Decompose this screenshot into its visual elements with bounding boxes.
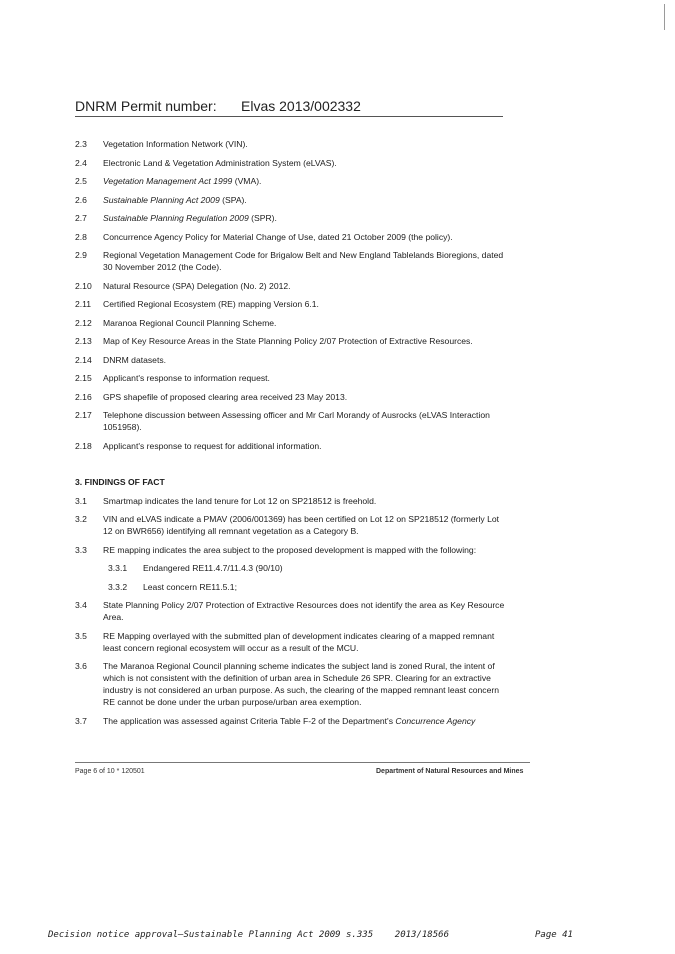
list-item	[75, 280, 505, 292]
list-item	[75, 715, 505, 727]
document-body	[75, 138, 505, 733]
item-number: 2.14	[75, 354, 92, 365]
section-heading-findings: 3. FINDINGS OF FACT	[75, 476, 165, 487]
item-number: 2.17	[75, 410, 92, 420]
item-text-italic: Sustainable Planning Regulation 2009	[103, 213, 249, 223]
list-item	[75, 495, 505, 507]
item-number: 2.6	[75, 194, 87, 205]
item-text	[143, 581, 505, 593]
item-number: 2.18	[75, 440, 92, 451]
item-text-run: Maranoa Regional Council Planning Scheme.	[103, 317, 277, 328]
list-item	[75, 544, 505, 556]
item-text-italic: Sustainable Planning Act 2009	[103, 194, 220, 205]
decision-notice-stamp	[48, 930, 608, 940]
item-text	[103, 372, 505, 384]
item-text-run: Regional Vegetation Management Code for Brigalow Belt and New England Tablelands Bioregions, dated 30 November 2012 (the Code).	[103, 250, 504, 272]
item-number: 2.3	[75, 139, 87, 149]
list-item	[75, 249, 505, 273]
item-number: 2.9	[75, 250, 87, 260]
list-item	[75, 440, 505, 452]
item-text-run: Smartmap indicates the land tenure for Lot 12 on SP218512 is freehold.	[103, 495, 377, 506]
item-number: 2.10	[75, 280, 92, 291]
sub-list-item	[108, 562, 505, 574]
item-number: 3.3.2	[108, 581, 128, 592]
stamp-reference: 2013/18566	[394, 930, 449, 940]
item-text-run: The application was assessed against Criteria Table F-2 of the Department's	[103, 715, 396, 726]
item-number: 2.7	[75, 213, 87, 223]
list-item	[75, 212, 505, 224]
item-number: 2.5	[75, 176, 87, 186]
item-text-run: Electronic Land & Vegetation Administration System (eLVAS).	[103, 157, 337, 168]
item-number: 3.3	[75, 544, 87, 555]
item-text-run: Map of Key Resource Areas in the State Planning Policy 2/07 Protection of Extractive Resources.	[103, 336, 473, 346]
item-number: 3.6	[75, 661, 87, 671]
footer-department: Department of Natural Resources and Mines	[376, 768, 524, 775]
item-text-run: DNRM datasets.	[103, 354, 167, 365]
item-text-run: Certified Regional Ecosystem (RE) mapping Version 6.1.	[103, 299, 319, 309]
list-item	[75, 660, 505, 708]
item-text-italic: Concurrence Agency	[395, 715, 476, 726]
permit-label: DNRM Permit number:	[75, 98, 217, 114]
item-text-run: Least concern RE11.5.1;	[143, 581, 237, 592]
list-item	[75, 138, 505, 150]
item-text-run: RE Mapping overlayed with the submitted plan of development indicates clearing of a mapped remnant least concern regional ecosystem will occur as a result of the MCU.	[103, 630, 495, 653]
item-number: 3.5	[75, 630, 87, 641]
item-text	[103, 194, 505, 206]
permit-header	[75, 98, 503, 114]
list-item	[75, 409, 505, 433]
item-text	[103, 280, 505, 292]
item-text-run: GPS shapefile of proposed clearing area received 23 May 2013.	[103, 391, 348, 402]
item-number: 2.16	[75, 391, 92, 402]
footer-rule	[75, 762, 530, 763]
item-text	[103, 599, 505, 623]
item-text	[103, 354, 505, 366]
item-text	[103, 391, 505, 403]
item-text	[103, 544, 505, 556]
item-number: 3.4	[75, 600, 87, 610]
item-text-run: (SPA).	[219, 194, 247, 205]
item-text	[103, 409, 505, 433]
list-item	[75, 391, 505, 403]
findings-list	[75, 495, 505, 727]
list-item	[75, 317, 505, 329]
item-text	[143, 562, 505, 574]
list-item	[75, 513, 505, 537]
item-number: 2.4	[75, 157, 87, 168]
item-text-run: The Maranoa Regional Council planning scheme indicates the subject land is zoned Rural, the intent of which is not consistent with the definition of urban area in Schedule 26 SPR. Clearing for an extractive industry is not considered an urban purpose. As such, the clearing of the mapped remnant least concern RE cannot be done under the urban purpose/urban area exemption.	[103, 661, 500, 707]
item-text	[103, 513, 505, 537]
item-text	[103, 175, 505, 187]
item-text-run: Natural Resource (SPA) Delegation (No. 2) 2012.	[103, 280, 291, 291]
item-text-run: VIN and eLVAS indicate a PMAV (2006/001369) has been certified on Lot 12 on SP218512 (formerly Lot 12 on BWR656) identifying all remnant vegetation as a Category B.	[103, 514, 500, 536]
item-text-italic: Vegetation Management Act 1999	[103, 176, 233, 186]
item-text	[103, 715, 505, 727]
item-number: 2.11	[75, 299, 92, 309]
list-item	[75, 157, 505, 169]
item-text-run: (VMA).	[232, 176, 262, 186]
list-item	[75, 175, 505, 187]
item-text	[103, 231, 505, 243]
permit-number: Elvas 2013/002332	[241, 98, 361, 114]
item-text	[103, 249, 505, 273]
item-number: 3.7	[75, 715, 87, 726]
item-number: 2.13	[75, 336, 92, 346]
reference-list	[75, 138, 505, 452]
item-number: 2.12	[75, 317, 92, 328]
item-number: 2.8	[75, 231, 87, 242]
list-item	[75, 231, 505, 243]
item-text	[103, 630, 505, 654]
stamp-title: Decision notice approval—Sustainable Planning Act 2009 s.335	[48, 930, 374, 940]
list-item	[75, 599, 505, 623]
item-text-run: State Planning Policy 2/07 Protection of Extractive Resources does not identify the area as Key Resource Area.	[103, 600, 505, 622]
item-text	[103, 212, 505, 224]
item-text	[103, 317, 505, 329]
scan-edge-mark	[664, 4, 665, 30]
item-text-run: Applicant's response to request for additional information.	[103, 440, 322, 451]
item-text	[103, 660, 505, 708]
sub-list-item	[108, 581, 505, 593]
item-text	[103, 157, 505, 169]
footer-page-number: Page 6 of 10 * 120501	[75, 768, 145, 775]
item-text	[103, 335, 505, 347]
item-text-run: Telephone discussion between Assessing officer and Mr Carl Morandy of Ausrocks (eLVAS Interaction 1051958).	[103, 410, 490, 432]
item-number: 3.3.1	[108, 563, 128, 573]
item-text	[103, 138, 505, 150]
item-text-run: Vegetation Information Network (VIN).	[103, 139, 248, 149]
item-text-run: Endangered RE11.4.7/11.4.3 (90/10)	[143, 563, 283, 573]
item-number: 3.2	[75, 514, 87, 524]
item-number: 3.1	[75, 495, 87, 506]
stamp-page: Page 41	[535, 930, 573, 940]
item-text-run: RE mapping indicates the area subject to the proposed development is mapped with the following:	[103, 544, 477, 555]
list-item	[75, 630, 505, 654]
item-text	[103, 495, 505, 507]
item-text-run: (SPR).	[248, 213, 277, 223]
item-text-run: Concurrence Agency Policy for Material Change of Use, dated 21 October 2009 (the policy).	[103, 231, 453, 242]
list-item	[75, 372, 505, 384]
item-text	[103, 298, 505, 310]
list-item	[75, 354, 505, 366]
list-item	[75, 335, 505, 347]
item-number: 2.15	[75, 373, 92, 383]
item-text-run: Applicant's response to information request.	[103, 373, 270, 383]
item-text	[103, 440, 505, 452]
list-item	[75, 298, 505, 310]
list-item	[75, 194, 505, 206]
header-rule	[75, 116, 503, 117]
